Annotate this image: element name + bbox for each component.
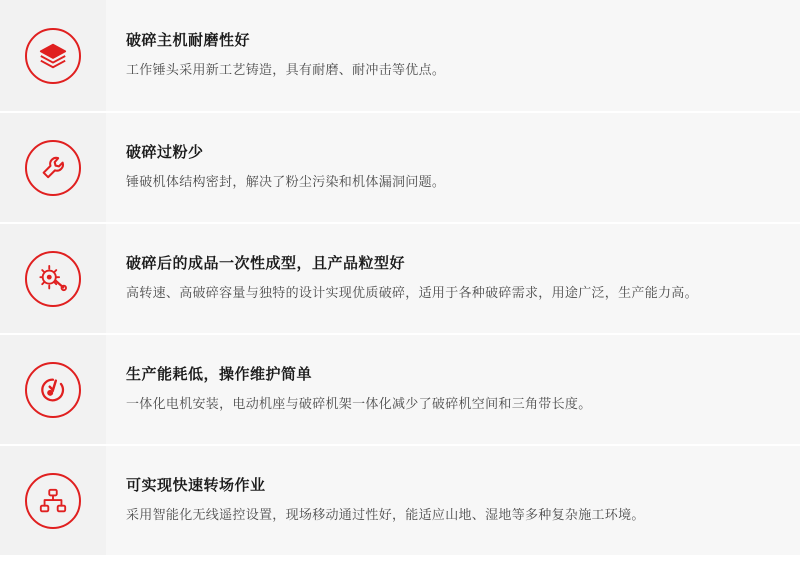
feature-text-cell [106, 0, 800, 111]
feature-text-cell [106, 224, 800, 333]
feature-title: 破碎主机耐磨性好 [126, 31, 251, 50]
feature-icon-cell [0, 0, 106, 111]
feature-text-cell [106, 446, 800, 555]
feature-title: 破碎过粉少 [126, 143, 204, 162]
wrench-icon [25, 140, 81, 196]
sitemap-icon [25, 473, 81, 529]
feature-text-cell [106, 113, 800, 222]
feature-title: 生产能耗低，操作维护简单 [126, 365, 313, 384]
feature-title: 破碎后的成品一次性成型，且产品粒型好 [126, 254, 406, 273]
feature-description: 高转速、高破碎容量与独特的设计实现优质破碎，适用于各种破碎需求，用途广泛，生产能力高。 [126, 286, 698, 302]
feature-icon-cell [0, 113, 106, 222]
feature-row [0, 111, 800, 222]
feature-description: 一体化电机安装，电动机座与破碎机架一体化减少了破碎机空间和三角带长度。 [126, 397, 592, 413]
feature-title: 可实现快速转场作业 [126, 476, 266, 495]
feature-row [0, 444, 800, 555]
feature-icon-cell [0, 446, 106, 555]
feature-description: 工作锤头采用新工艺铸造，具有耐磨、耐冲击等优点。 [126, 63, 446, 79]
feature-text-cell [106, 335, 800, 444]
feature-row [0, 333, 800, 444]
gear-belt-icon [25, 251, 81, 307]
feature-row [0, 222, 800, 333]
feature-row [0, 0, 800, 111]
feature-icon-cell [0, 224, 106, 333]
feature-icon-cell [0, 335, 106, 444]
feature-description: 采用智能化无线遥控设置，现场移动通过性好，能适应山地、湿地等多种复杂施工环境。 [126, 508, 645, 524]
layers-icon [25, 28, 81, 84]
power-target-icon [25, 362, 81, 418]
feature-description: 锤破机体结构密封，解决了粉尘污染和机体漏洞问题。 [126, 175, 446, 191]
